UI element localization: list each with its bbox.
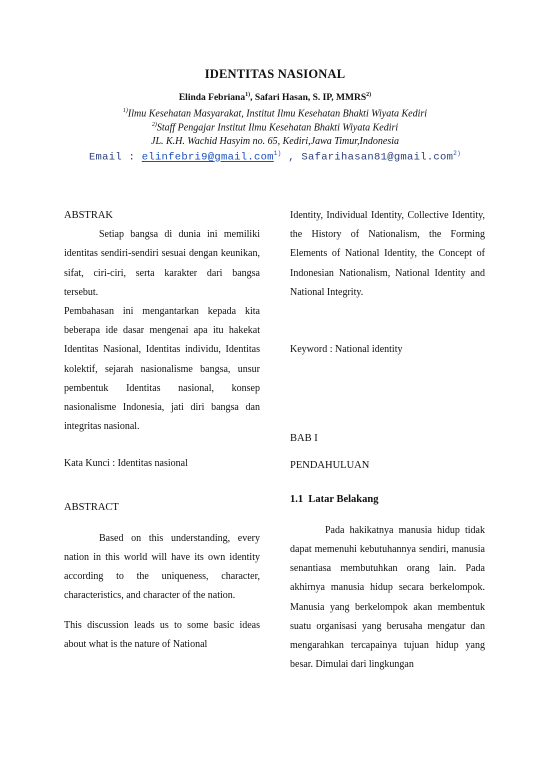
left-column [64,206,260,654]
email-address-2: Safarihasan81@gmail.com [301,151,454,164]
abstrak-paragraph-1: Setiap bangsa di dunia ini memiliki identitas sendiri-sendiri sesuai dengan keunikan, sifat, ciri-ciri, serta karakter dari bangsa tersebut. [64,229,260,298]
email-label: Email : [88,151,142,164]
affiliation-2-text: Staff Pengajar Institut Ilmu Kesehatan Bhakti Wiyata Kediri [156,122,399,134]
email-2-sup: 2) [453,150,462,157]
abstract-paragraph-1: Based on this understanding, every nation in this world will have its own identity according to the uniqueness, character, characteristics, and character of the nation. [64,532,260,602]
abstract-paragraph-2: This discussion leads us to some basic ideas about what is the nature of National [64,619,260,650]
right-column [290,206,485,674]
author-2-sup: 2) [366,92,372,98]
affiliation-1 [0,108,550,119]
section-heading [290,490,485,509]
kata-kunci: Kata Kunci : Identitas nasional [64,458,188,470]
author-1-sup: 1) [245,92,251,98]
email-1-sup: 1) [273,150,282,157]
author-1-name: Elinda Febriana [178,93,246,104]
section-title: Latar Belakang [308,493,379,505]
paper-title: IDENTITAS NASIONAL [204,67,346,81]
email-link-1[interactable]: elinfebri9@gmail.com [141,151,274,164]
section-number: 1.1 [290,493,304,505]
abstrak-heading: ABSTRAK [64,210,114,221]
author-2-name: , Safari Hasan, S. IP, MMRS [250,93,367,104]
abstrak-paragraph-2: Pembahasan ini mengantarkan kepada kita beberapa ide dasar mengenai apa itu hakekat Identitas Nasional, Identitas individu, Identitas kolektif, sejarah nasionalisme bangsa, unsur pembentuk Identitas nasional, konsep nasionalisme Indonesia, jati diri bangsa dan integritas nasional. [64,306,260,433]
body-paragraph-1: Pada hakikatnya manusia hidup tidak dapat memenuhi kebutuhannya sendiri, manusia senantiasa membutuhkan orang lain. Pada akhirnya manusia hidup secara berkelompok. Manusia yang berkelompok akan membentuk suatu organisasi yang berusaha mengatur dan mengarahkan tercapainya tujuan hidup yang besar. Dimulai dari lingkungan [290,524,485,671]
author-line [0,92,550,103]
keyword-line: Keyword : National identity [290,344,403,356]
email-separator: , [281,151,302,164]
abstract-heading: ABSTRACT [64,501,119,513]
email-line [0,150,550,164]
affiliation-2 [0,122,550,133]
chapter-title: PENDAHULUAN [290,460,370,472]
abstract-continued: Identity, Individual Identity, Collective Identity, the History of Nationalism, the Forming Elements of National Identity, the Concept of Indonesian Nationalism, National Identity and National Integrity. [290,210,485,298]
affiliation-2-sup: 2) [151,122,157,128]
address: JL. K.H. Wachid Hasyim no. 65, Kediri,Jawa Timur,Indonesia [151,136,399,147]
affiliation-1-text: Ilmu Kesehatan Masyarakat, Institut Ilmu Kesehatan Bhakti Wiyata Kediri [127,108,428,120]
chapter-number: BAB I [290,433,318,445]
affiliation-1-sup: 1) [122,108,128,114]
